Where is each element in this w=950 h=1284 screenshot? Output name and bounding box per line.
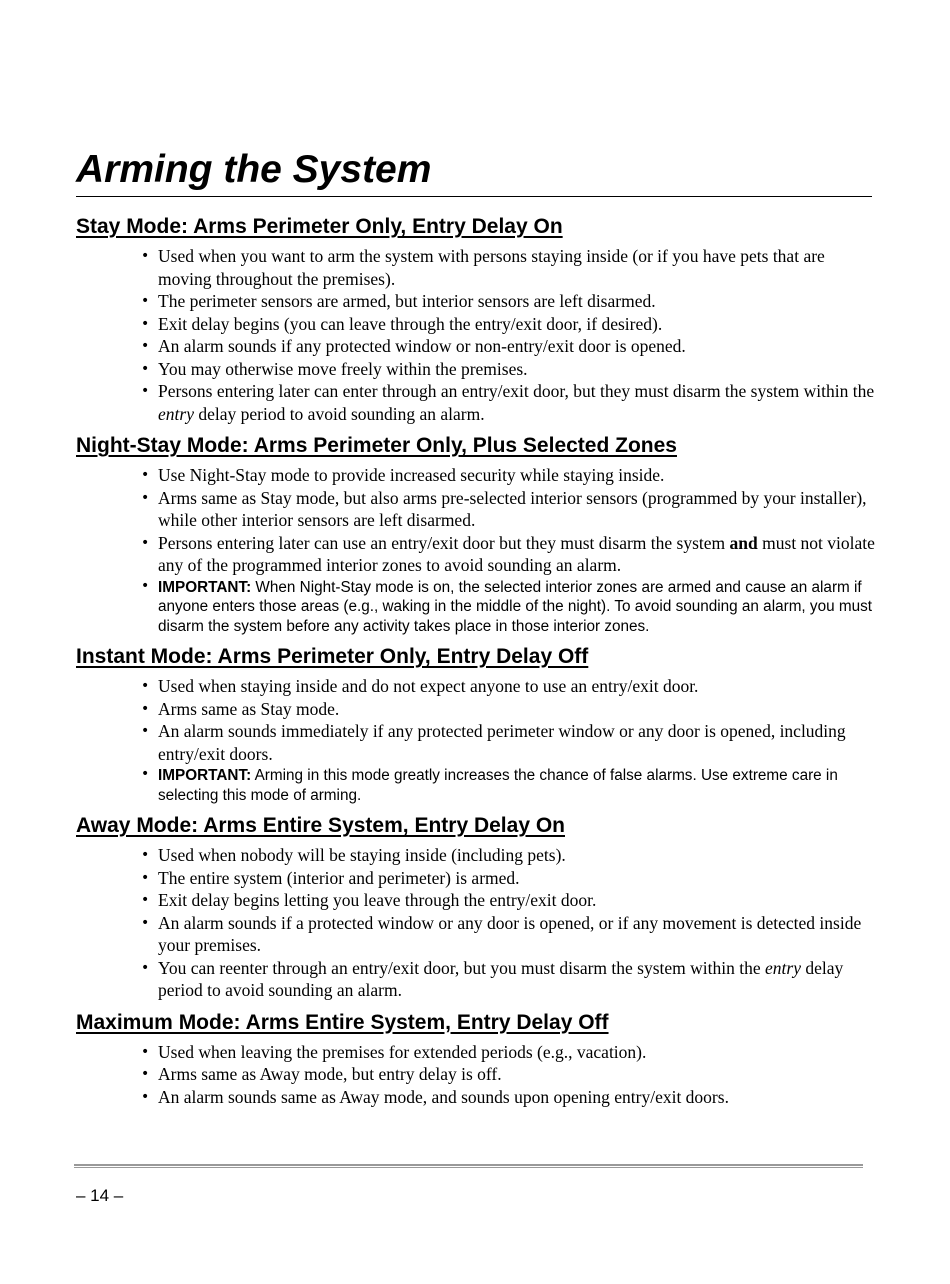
list-item-text: You can reenter through an entry/exit door, but you must disarm the system within the: [158, 957, 766, 978]
list-item: • Exit delay begins (you can leave through the entry/exit door, if desired).: [158, 313, 876, 336]
list-item: • Used when leaving the premises for extended periods (e.g., vacation).: [158, 1041, 876, 1064]
important-text: When Night-Stay mode is on, the selected interior zones are armed and cause an alarm if anyone enters those areas (e.g., waking in the middle of the night). To avoid sounding an alarm, you must disarm the system before any activity takes place in those interior zones.: [158, 578, 872, 635]
bullet-list: [76, 844, 876, 1002]
list-item: • The perimeter sensors are armed, but interior sensors are left disarmed.: [158, 290, 876, 313]
emphasis-text: entry: [765, 957, 801, 978]
list-item: [158, 532, 876, 577]
list-item: • Used when nobody will be staying inside (including pets).: [158, 844, 876, 867]
section-heading-instant-mode: Instant Mode: Arms Perimeter Only, Entry Delay Off: [76, 645, 589, 668]
list-item: • Arms same as Stay mode.: [158, 698, 876, 721]
important-note: [158, 766, 876, 805]
important-note: [158, 578, 876, 637]
list-item: • Used when staying inside and do not expect anyone to use an entry/exit door.: [158, 675, 876, 698]
page-content: [76, 212, 876, 1114]
section-maximum-mode: [76, 1008, 876, 1109]
section-heading-stay-mode: Stay Mode: Arms Perimeter Only, Entry Delay On: [76, 215, 563, 238]
list-item-text: Persons entering later can use an entry/exit door but they must disarm the system: [158, 532, 730, 553]
bold-text: and: [729, 532, 758, 553]
emphasis-text: entry: [158, 403, 194, 424]
list-item: • Exit delay begins letting you leave through the entry/exit door.: [158, 889, 876, 912]
list-item: • An alarm sounds if any protected window or non-entry/exit door is opened.: [158, 335, 876, 358]
list-item-text: must not violate any of the programmed interior zones to avoid sounding an alarm.: [158, 532, 875, 575]
page-number: – 14 –: [76, 1186, 124, 1205]
important-label: IMPORTANT:: [158, 578, 252, 596]
section-instant-mode: [76, 642, 876, 805]
list-item: • An alarm sounds if a protected window or any door is opened, or if any movement is detected inside your premises.: [158, 912, 876, 957]
important-text: Arming in this mode greatly increases the chance of false alarms. Use extreme care in selecting this mode of arming.: [158, 767, 838, 804]
bullet-list: [76, 675, 876, 805]
list-item-text: delay period to avoid sounding an alarm.: [193, 403, 485, 424]
section-heading-away-mode: Away Mode: Arms Entire System, Entry Delay On: [76, 814, 565, 837]
list-item-text: delay period to avoid sounding an alarm.: [158, 957, 844, 1000]
list-item: • An alarm sounds same as Away mode, and sounds upon opening entry/exit doors.: [158, 1086, 876, 1109]
list-item-text: Persons entering later can enter through an entry/exit door, but they must disarm the system within the: [158, 381, 875, 401]
section-heading-maximum-mode: Maximum Mode: Arms Entire System, Entry Delay Off: [76, 1010, 609, 1034]
list-item: [158, 957, 876, 1002]
list-item: • An alarm sounds immediately if any protected perimeter window or any door is opened, including entry/exit doors.: [158, 720, 876, 765]
list-item: • You may otherwise move freely within the premises.: [158, 358, 876, 381]
bullet-list: [76, 464, 876, 636]
list-item: • Used when you want to arm the system with persons staying inside (or if you have pets that are moving throughout the premises).: [158, 245, 876, 290]
important-label: IMPORTANT:: [158, 767, 252, 784]
list-item: [158, 380, 876, 425]
page-title: Arming the System: [76, 148, 872, 197]
section-away-mode: [76, 811, 876, 1002]
list-item: • Use Night-Stay mode to provide increased security while staying inside.: [158, 464, 876, 487]
bullet-list: [76, 1041, 876, 1109]
footer-divider: [74, 1164, 863, 1168]
list-item: • The entire system (interior and perimeter) is armed.: [158, 867, 876, 890]
section-stay-mode: [76, 212, 876, 425]
section-night-stay-mode: [76, 431, 876, 636]
list-item: • Arms same as Stay mode, but also arms pre-selected interior sensors (programmed by your installer), while other interior sensors are left disarmed.: [158, 487, 876, 532]
list-item: • Arms same as Away mode, but entry delay is off.: [158, 1063, 876, 1086]
section-heading-night-stay-mode: Night-Stay Mode: Arms Perimeter Only, Plus Selected Zones: [76, 434, 677, 457]
bullet-list: [76, 245, 876, 425]
